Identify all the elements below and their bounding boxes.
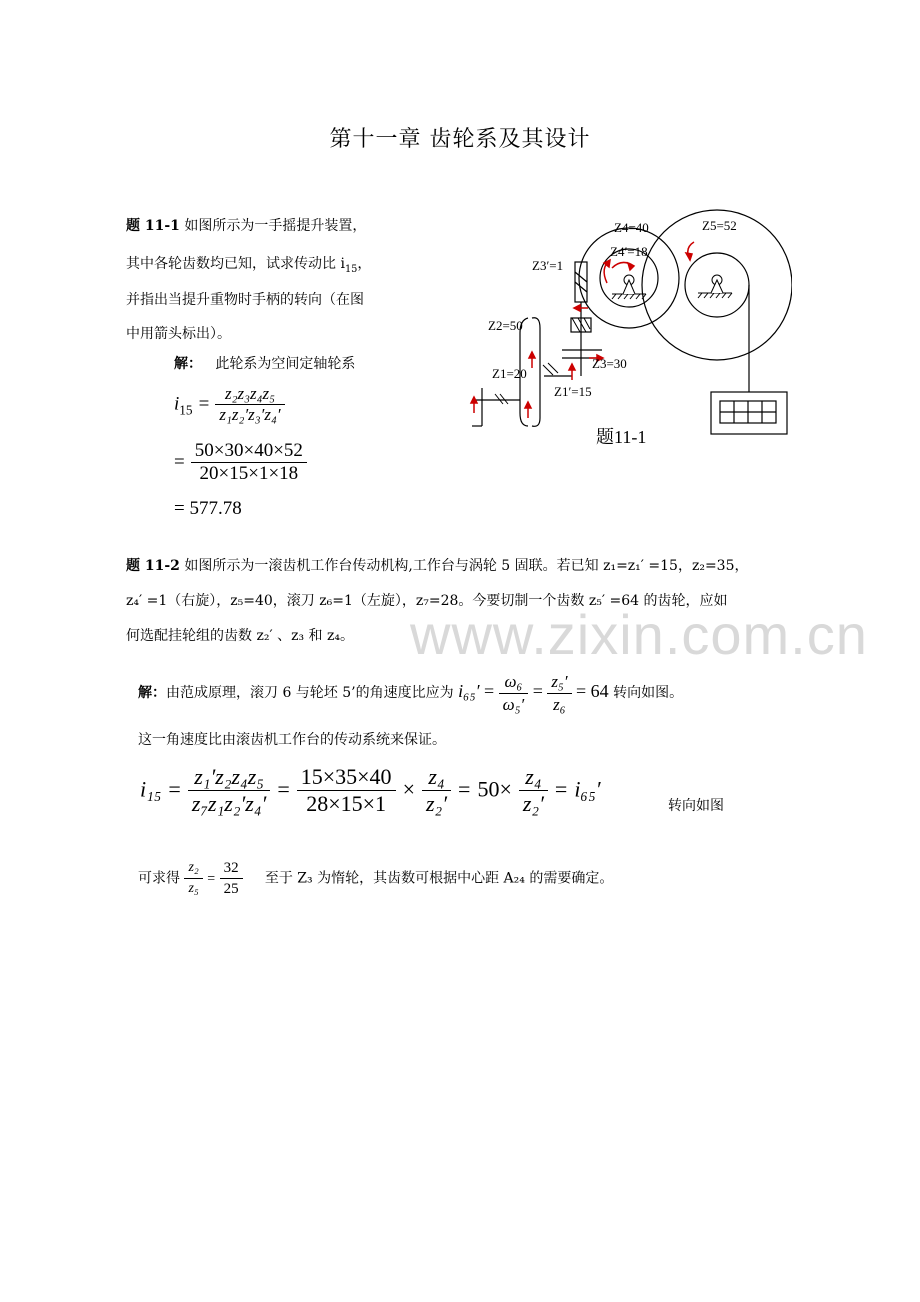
p1-eq1-lhs: i bbox=[174, 393, 180, 415]
p2-sol-label: 解： bbox=[138, 685, 166, 701]
p2-big-f1-den: z₇z₁z₂′z₄′ bbox=[191, 791, 267, 816]
p2-text1: 如图所示为一滚齿机工作台传动机构,工作台与涡轮 5 固联。若已知 z₁=z₁′ =15，z₂=35， bbox=[184, 558, 749, 574]
p2-sol-f2-den: z₆ bbox=[553, 694, 566, 714]
p1-eq2: = $\frac{50\times 30\times 40\times 52}{20\times 15\times 1\times 18}$ bbox=[174, 440, 307, 485]
p2-line3: 何选配挂轮组的齿数 z₂′ 、z₃ 和 z₄。 bbox=[126, 628, 354, 644]
p2-result-v-den: 25 bbox=[223, 881, 239, 897]
label-z1: Z1=20 bbox=[492, 366, 527, 381]
p2-big-f3-den: z₂′ bbox=[425, 791, 448, 816]
label-z4: Z4=40 bbox=[614, 220, 649, 235]
p2-result-f-den: z₅ bbox=[188, 881, 199, 896]
label-z5: Z5=52 bbox=[702, 218, 737, 233]
p2-big-rhs: i₆₅′ bbox=[574, 776, 601, 802]
p1-text2-sub: 15 bbox=[344, 263, 358, 275]
p2-result-post: 至于 Z₃ 为惰轮，其齿数可根据中心距 A₂₄ 的需要确定。 bbox=[264, 870, 614, 887]
p2-big-f2-num: 15×35×40 bbox=[297, 764, 396, 791]
p1-sol-text: 此轮系为空间定轴轮系 bbox=[215, 356, 356, 372]
p1-text2-end: ， bbox=[357, 256, 372, 272]
label-z1p: Z1′=15 bbox=[554, 384, 592, 399]
figure-caption: 题11-1 bbox=[596, 427, 647, 447]
p2-sol-f2-num: z₅′ bbox=[547, 671, 571, 694]
p2-big-frac4 bbox=[519, 764, 548, 817]
p2-number: 题 11-2 bbox=[126, 558, 180, 574]
p2-sol-val: 64 bbox=[590, 681, 609, 701]
p2-big-f4-den: z₂′ bbox=[522, 791, 544, 816]
p2-sol-frac2 bbox=[547, 671, 571, 716]
watermark: www.zixin.com.cn bbox=[410, 603, 868, 666]
p2-big-f4-num: z₄ bbox=[519, 764, 548, 791]
p2-big-frac1 bbox=[188, 764, 270, 817]
p2-sol-text: 由范成原理，滚刀 6 与轮坯 5’的角速度比应为 bbox=[166, 685, 454, 701]
p2-solution: 解：由范成原理，滚刀 6 与轮坯 5’的角速度比应为 i₆₅′ = $\frac{\text{ω₆}}{\text{ω₅′}}$ = $\frac{\text{z₅′}}{\text{z₆}}$ = 64 转向如图。 bbox=[138, 671, 684, 714]
p2-line2: z₄′ =1（右旋），z₅=40，滚刀 z₆=1（左旋），z₇=28。今要切制一个齿数 z₅′ =64 的齿轮，应如 bbox=[126, 593, 728, 609]
p1-solution bbox=[174, 354, 355, 374]
p1-text2: 其中各轮齿数均已知，试求传动比 i bbox=[126, 256, 345, 272]
label-z3: Z3=30 bbox=[592, 356, 627, 371]
p2-big-frac2 bbox=[297, 764, 396, 817]
p2-sol-turn: 转向如图。 bbox=[613, 685, 684, 701]
p1-eq1: $i_{15}$ = $\frac{\text{z₂z₃z₄z₅}}{\text{z₁z₂′z₃′z₄′}}$ bbox=[174, 384, 285, 425]
p1-line3: 并指出当提升重物时手柄的转向（在图 bbox=[126, 292, 364, 308]
p2-sol-lhs: i₆₅′ bbox=[458, 681, 480, 701]
p2-sol-f1-num: ω₆ bbox=[499, 671, 529, 694]
p1-eq2-num: 50×30×40×52 bbox=[191, 440, 307, 463]
p2-big-f3-num: z₄ bbox=[422, 764, 451, 791]
p1-text1: 如图所示为一手摇提升装置， bbox=[184, 218, 367, 234]
p1-eq1-num: z₂z₃z₄z₅ bbox=[215, 384, 284, 405]
p2-big-frac3 bbox=[422, 764, 451, 817]
p1-line2 bbox=[126, 254, 371, 280]
label-z4p: Z4′=18 bbox=[610, 244, 648, 259]
p1-line1 bbox=[126, 216, 366, 236]
p2-big-f2-den: 28×15×1 bbox=[306, 791, 387, 816]
p2-result-pre: 可求得 bbox=[138, 870, 180, 887]
p2-result: 可求得 $\frac{\text{z₂}}{\text{z₅}}$ = $\frac{32}{25}$ 至于 Z₃ 为惰轮，其齿数可根据中心距 A₂₄ 的需要确定。 bbox=[138, 860, 614, 897]
p2-line1 bbox=[126, 556, 749, 576]
p2-big-f1-num: z₁′z₂z₄z₅ bbox=[188, 764, 270, 791]
p2-big-mid: 50× bbox=[477, 776, 512, 802]
gear-figure bbox=[462, 208, 792, 454]
p1-line4: 中用箭头标出）。 bbox=[126, 326, 231, 342]
p1-eq2-frac bbox=[191, 440, 307, 485]
p1-eq1-lhs-sub: 15 bbox=[179, 402, 193, 418]
p2-big-eq: i₁₅ = $\frac{\text{z₁′z₂z₄z₅}}{\text{z₇z₁z₂′z₄′}}$ = $\frac{15\times 35\times 40}{28\times 15\times 1}$ × $\frac{\text{z₄}}{\text{z₂′}}$ = 50× $\frac{\text{z₄}}{\text{z₂′}}$ = i₆₅′ bbox=[140, 764, 601, 816]
label-z3p: Z3′=1 bbox=[532, 258, 564, 273]
p2-big-turn: 转向如图 bbox=[668, 798, 724, 814]
p1-eq1-den: z₁z₂′z₃′z₄′ bbox=[219, 405, 281, 424]
p2-result-v-num: 32 bbox=[220, 858, 243, 879]
p2-sol-f1-den: ω₅′ bbox=[502, 694, 525, 714]
label-z2: Z2=50 bbox=[488, 318, 523, 333]
p2-ensure: 这一角速度比由滚齿机工作台的传动系统来保证。 bbox=[138, 732, 446, 748]
p1-eq3: = 577.78 bbox=[174, 498, 242, 519]
chapter-title: 第十一章 齿轮系及其设计 bbox=[329, 127, 591, 152]
p1-eq3-val: 577.78 bbox=[189, 498, 242, 519]
p2-result-value bbox=[220, 858, 243, 899]
p1-eq2-den: 20×15×1×18 bbox=[199, 463, 299, 484]
p1-number: 题 11-1 bbox=[126, 218, 180, 234]
p2-sol-frac1 bbox=[499, 671, 529, 716]
p1-eq1-frac bbox=[215, 384, 284, 425]
p2-result-frac bbox=[184, 858, 202, 899]
p2-result-f-num: z₂ bbox=[184, 858, 202, 879]
p1-sol-label: 解： bbox=[174, 356, 202, 372]
p2-big-lhs: i₁₅ bbox=[140, 776, 162, 802]
